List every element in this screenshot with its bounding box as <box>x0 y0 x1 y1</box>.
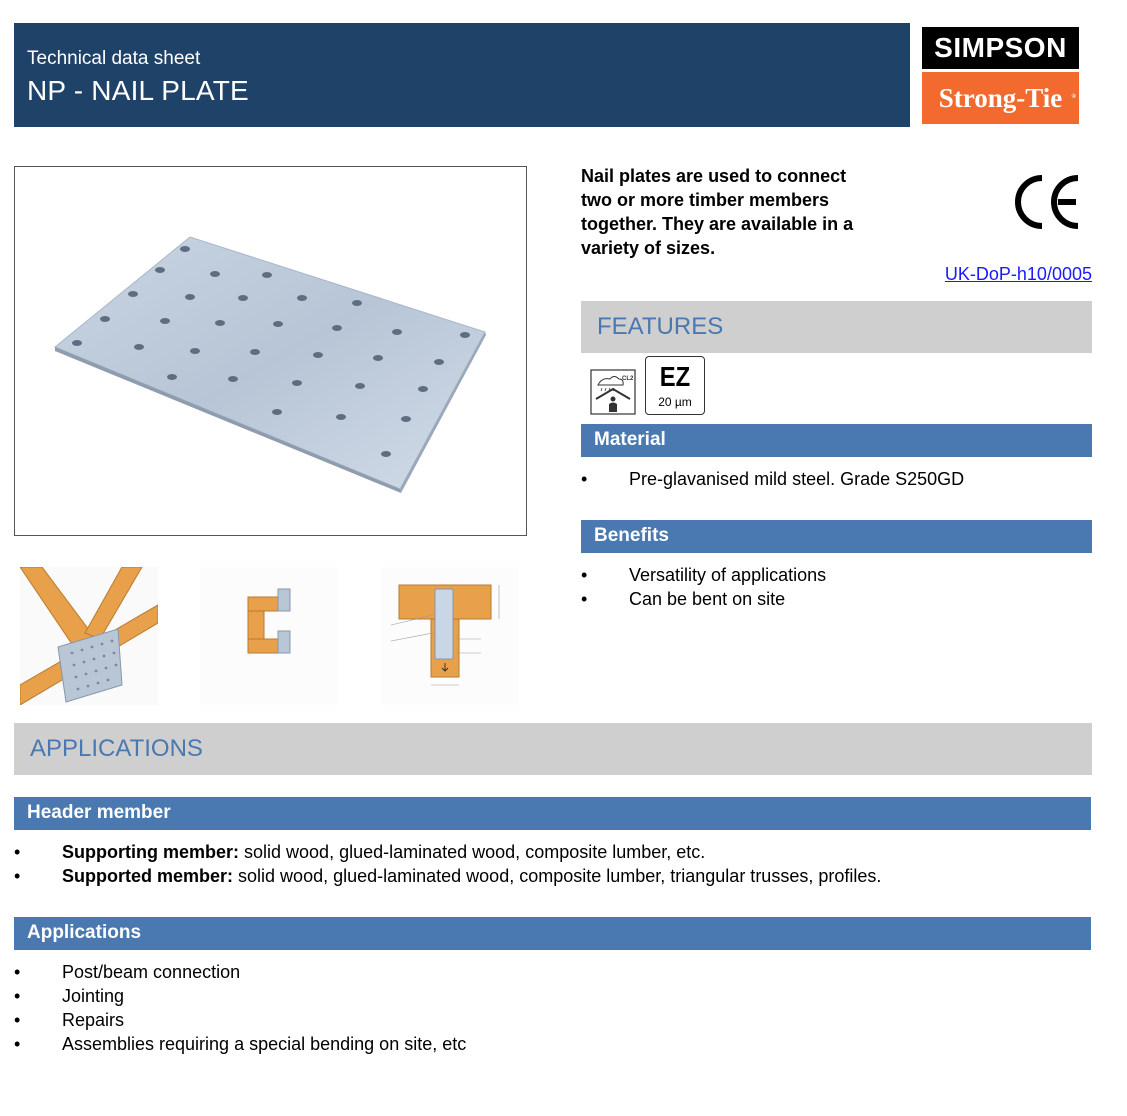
header-member-subheader <box>14 797 1091 830</box>
list-item <box>14 984 466 1008</box>
logo-strongtie-label: Strong-Tie <box>938 83 1063 113</box>
ez-thickness: 20 µm <box>658 395 692 409</box>
bullet: • <box>581 469 588 489</box>
list-item <box>14 864 881 888</box>
applications-title: Applications <box>27 922 142 943</box>
cl2-label: CL2 <box>622 376 634 382</box>
application-item: Post/beam connection <box>62 962 241 982</box>
service-class-cl2-icon <box>590 369 636 415</box>
product-image-nail-plate <box>14 166 527 536</box>
application-image-bent-plate <box>200 567 338 705</box>
page-title: NP - NAIL PLATE <box>27 75 249 106</box>
application-item: Assemblies requiring a special bending on site, etc <box>62 1034 467 1054</box>
simpson-strong-tie-logo <box>922 27 1079 124</box>
ce-mark-graphic <box>1012 170 1084 234</box>
service-class-graphic <box>590 369 636 415</box>
applications-list <box>14 960 466 1056</box>
bullet: • <box>14 1034 21 1054</box>
supporting-member-label: Supporting member: <box>62 842 240 862</box>
bullet: • <box>14 842 21 862</box>
application-item: Repairs <box>62 1010 125 1030</box>
logo-strongtie-text <box>922 72 1079 124</box>
bent-plate-illustration <box>200 567 338 705</box>
logo-simpson-text: SIMPSON <box>922 27 1079 69</box>
applications-subheader <box>14 917 1091 950</box>
benefits-title: Benefits <box>594 525 669 546</box>
list-item <box>14 1008 466 1032</box>
bullet: • <box>581 565 588 585</box>
declaration-of-performance-link[interactable]: UK-DoP-h10/0005 <box>944 264 1092 284</box>
list-item <box>14 960 466 984</box>
header-member-list <box>14 840 881 888</box>
applications-section-header <box>14 723 1092 775</box>
bullet: • <box>14 866 21 886</box>
benefit-item: Can be bent on site <box>629 589 786 609</box>
document-type: Technical data sheet <box>27 48 201 69</box>
material-title: Material <box>594 429 666 450</box>
application-item: Jointing <box>62 986 125 1006</box>
application-image-t-connection <box>381 567 519 705</box>
material-item: Pre-glavanised mild steel. Grade S250GD <box>629 469 965 489</box>
benefits-section-header <box>581 520 1092 553</box>
supported-member-text: solid wood, glued-laminated wood, composite lumber, triangular trusses, profiles. <box>233 866 882 886</box>
ez-label: EZ <box>659 361 691 392</box>
bullet: • <box>581 589 588 609</box>
truss-joint-illustration <box>20 567 158 705</box>
benefit-item: Versatility of applications <box>629 565 827 585</box>
features-section-header <box>581 301 1092 353</box>
nail-plate-illustration <box>15 167 526 535</box>
list-item <box>581 563 826 587</box>
logo-registered-mark: ® <box>1071 94 1076 100</box>
list-item <box>581 587 826 611</box>
list-item <box>14 1032 466 1056</box>
ce-mark-icon <box>1012 170 1084 234</box>
bullet: • <box>14 1010 21 1030</box>
material-list <box>581 467 964 491</box>
application-image-truss-joint <box>20 567 158 705</box>
header-member-title: Header member <box>27 802 171 823</box>
bullet: • <box>14 986 21 1006</box>
supported-member-label: Supported member: <box>62 866 234 886</box>
applications-section-title: APPLICATIONS <box>30 735 203 762</box>
bullet: • <box>14 962 21 982</box>
supporting-member-text: solid wood, glued-laminated wood, composite lumber, etc. <box>239 842 706 862</box>
header-band <box>14 23 910 127</box>
benefits-list <box>581 563 826 611</box>
features-title: FEATURES <box>597 313 724 340</box>
t-connection-diagram <box>381 567 519 705</box>
list-item <box>14 840 881 864</box>
material-section-header <box>581 424 1092 457</box>
intro-description: Nail plates are used to connect two or more timber members together. They are available in a variety of sizes. <box>581 166 854 258</box>
list-item <box>581 467 964 491</box>
ez-coating-icon <box>645 356 705 415</box>
